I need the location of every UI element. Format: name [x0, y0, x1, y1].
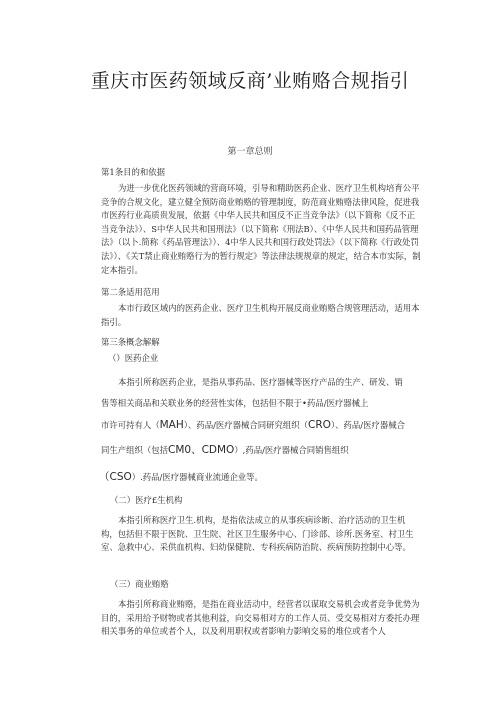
line-4-part-a: 同生产组织（包括 [101, 445, 168, 455]
line-3-part-c: ）、药品/医疗器械合同研究组织（ [183, 420, 309, 430]
subsection-1-line-3 [101, 414, 421, 436]
subsection-3-body: 本指引所称商业贿赂，是指在商业活动中，经营者以谋取交易机会或者竞争优势为目的，采用给予财物或者其他利益，向交易相对方的工作人员、受交易相对方委托办理相关事务的单位或者个人，以及利用职权或者影响力影响交易的堆位或者个人 [101, 599, 420, 637]
cmo-cdmo-abbrev: CM0、CDMO [168, 444, 235, 456]
chapter-heading: 第一章总则 [227, 147, 273, 157]
article-1-body: 为进一步优化医药领域的营商环境，引导和精助医药企业、医疗卫生机构培育公平竞争的合规文化，建立健全预防商业贿赂的管理制度，防范商业贿赂法律风险，促进我市医药行业高质贵发展，依据《中华人民共和国反不正当竞争法》（以下简称《反不正当竞争法》）、S中华人民共和国刑法》（以下简称《刑法B）、《中华人民共和国药品管理法》（以卜.简称《药品管理法》）、4中华人民共和国行政处罚法》（以下简称《行政处罚法》）、《关T禁止商业贿赂行为的暂行规定》等法律法规规章的规定，结合本市实际，制定本指引。 [101, 183, 421, 275]
document-title: 重庆市医药领域反商’业贿赂合规指引 [90, 70, 410, 92]
mah-abbrev: MAH [159, 419, 184, 431]
article-2-heading: 第二条适用范用 [101, 287, 160, 297]
cro-abbrev: CRO [308, 419, 331, 431]
article-1-heading: 第1条目的和依据 [101, 167, 165, 177]
subsection-3-heading: （三）商业贿赂 [110, 579, 169, 589]
article-3-heading: 第三条概念解解 [101, 337, 160, 347]
line-5-paren: （ [99, 471, 110, 483]
cso-abbrev: CSO [109, 471, 132, 483]
subsection-1-heading: （）医药企业 [108, 353, 159, 363]
line-4-part-c: ）,药品/医疗器械合同销售组织 [234, 445, 349, 455]
line-5-part-c: ）.药品/医疗器械商业流通企业等。 [131, 472, 263, 482]
subsection-2-body: 本指引所称医疗卫生.机构，是指依法成立的从事疾病诊断、治疗活动的卫生机构，包括但不限于医院、卫生院、社区卫生服务中心、门诊部、诊所.医务室、村卫生室、急救中心、采供血机构、妇幼保健院、专科疾病防治院、疾病预防控制中心等。 [101, 515, 414, 553]
subsection-1-line-1: 本指引所称医药企业，是指从事药品、医疗器械等医疗产品的生产、研发、销 [118, 377, 403, 387]
subsection-1-line-2: 售等相关商品和关联业务的经营性实体，包括但不限于•药品/医疗器械上 [101, 398, 369, 408]
subsection-1-line-4 [101, 439, 421, 461]
article-2-body: 本市行政区域内的医药企业、医疗卫生机构开展反商业贿赂合规管理活动，适用本指引。 [101, 303, 420, 327]
line-3-part-a: 市许可持有人（ [101, 420, 160, 430]
line-3-part-e: ）、药品/医疗器械合 [330, 420, 405, 430]
subsection-1-line-5 [99, 466, 419, 488]
subsection-2-heading: （二）医疗£生机构 [110, 495, 183, 505]
